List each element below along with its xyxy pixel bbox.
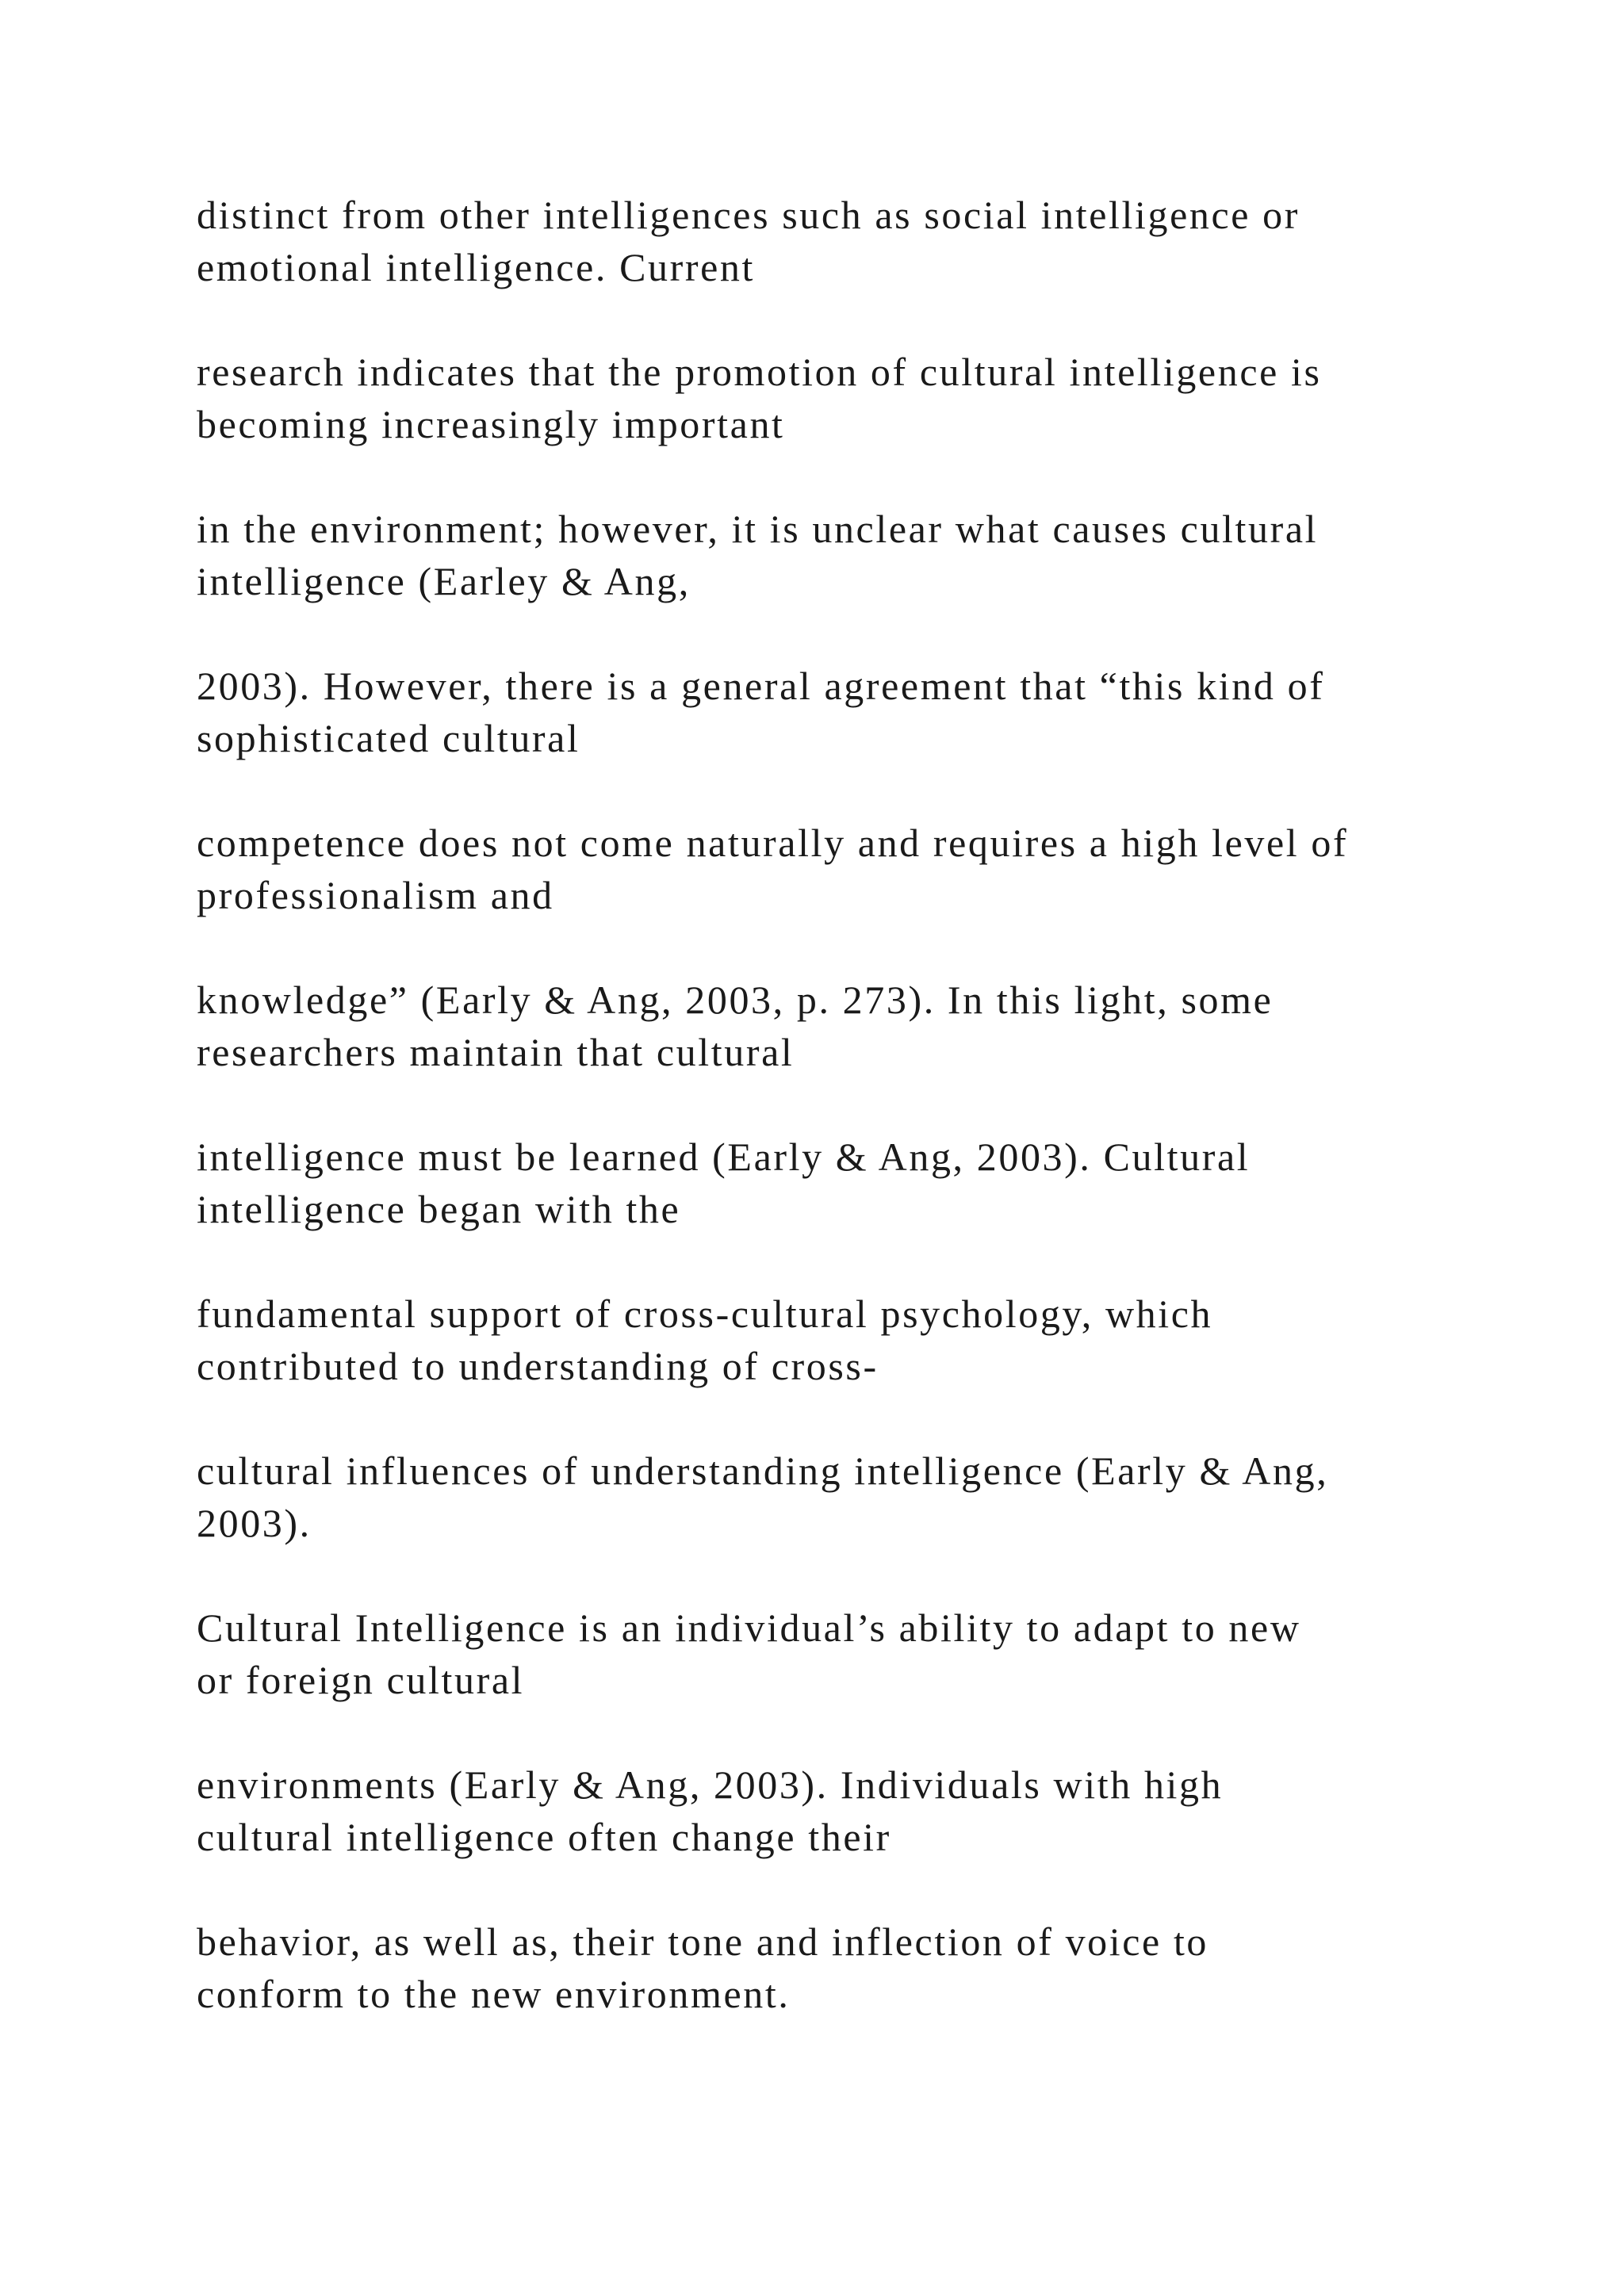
paragraph xyxy=(197,660,1545,764)
text-line: 2003). xyxy=(197,1501,312,1545)
text-line: intelligence began with the xyxy=(197,1187,681,1231)
text-line: 2003). However, there is a general agreement that “this kind of xyxy=(197,664,1325,708)
text-line: emotional intelligence. Current xyxy=(197,245,756,289)
text-line: fundamental support of cross-cultural psychology, which xyxy=(197,1292,1213,1336)
text-line: distinct from other intelligences such as social intelligence or xyxy=(197,193,1300,237)
text-line: becoming increasingly important xyxy=(197,402,785,446)
paragraph xyxy=(197,817,1545,921)
text-line: or foreign cultural xyxy=(197,1658,525,1702)
text-line: in the environment; however, it is unclear what causes cultural xyxy=(197,507,1319,551)
text-line: researchers maintain that cultural xyxy=(197,1030,795,1074)
paragraph xyxy=(197,189,1545,293)
text-line: contributed to understanding of cross- xyxy=(197,1344,879,1388)
paragraph xyxy=(197,1445,1545,1549)
text-line: intelligence must be learned (Early & Ang, 2003). Cultural xyxy=(197,1135,1251,1179)
paragraph xyxy=(197,1915,1545,2020)
text-line: environments (Early & Ang, 2003). Individuals with high xyxy=(197,1762,1224,1807)
text-line: research indicates that the promotion of cultural intelligence is xyxy=(197,350,1322,394)
paragraph xyxy=(197,1288,1545,1392)
text-line: professionalism and xyxy=(197,873,554,917)
text-line: behavior, as well as, their tone and inflection of voice to xyxy=(197,1919,1209,1964)
text-line: knowledge” (Early & Ang, 2003, p. 273). In this light, some xyxy=(197,978,1274,1022)
text-line: competence does not come naturally and requires a high level of xyxy=(197,821,1349,865)
text-line: cultural influences of understanding intelligence (Early & Ang, xyxy=(197,1448,1329,1493)
paragraph xyxy=(197,503,1545,607)
text-line: Cultural Intelligence is an individual’s ability to adapt to new xyxy=(197,1605,1301,1650)
body-text xyxy=(197,189,1545,2072)
paragraph xyxy=(197,346,1545,450)
text-line: cultural intelligence often change their xyxy=(197,1815,891,1859)
paragraph xyxy=(197,1131,1545,1235)
text-line: conform to the new environment. xyxy=(197,1972,791,2016)
text-line: sophisticated cultural xyxy=(197,716,580,760)
text-line: intelligence (Earley & Ang, xyxy=(197,559,691,603)
paragraph xyxy=(197,974,1545,1078)
paragraph xyxy=(197,1601,1545,1706)
paragraph xyxy=(197,1758,1545,1863)
